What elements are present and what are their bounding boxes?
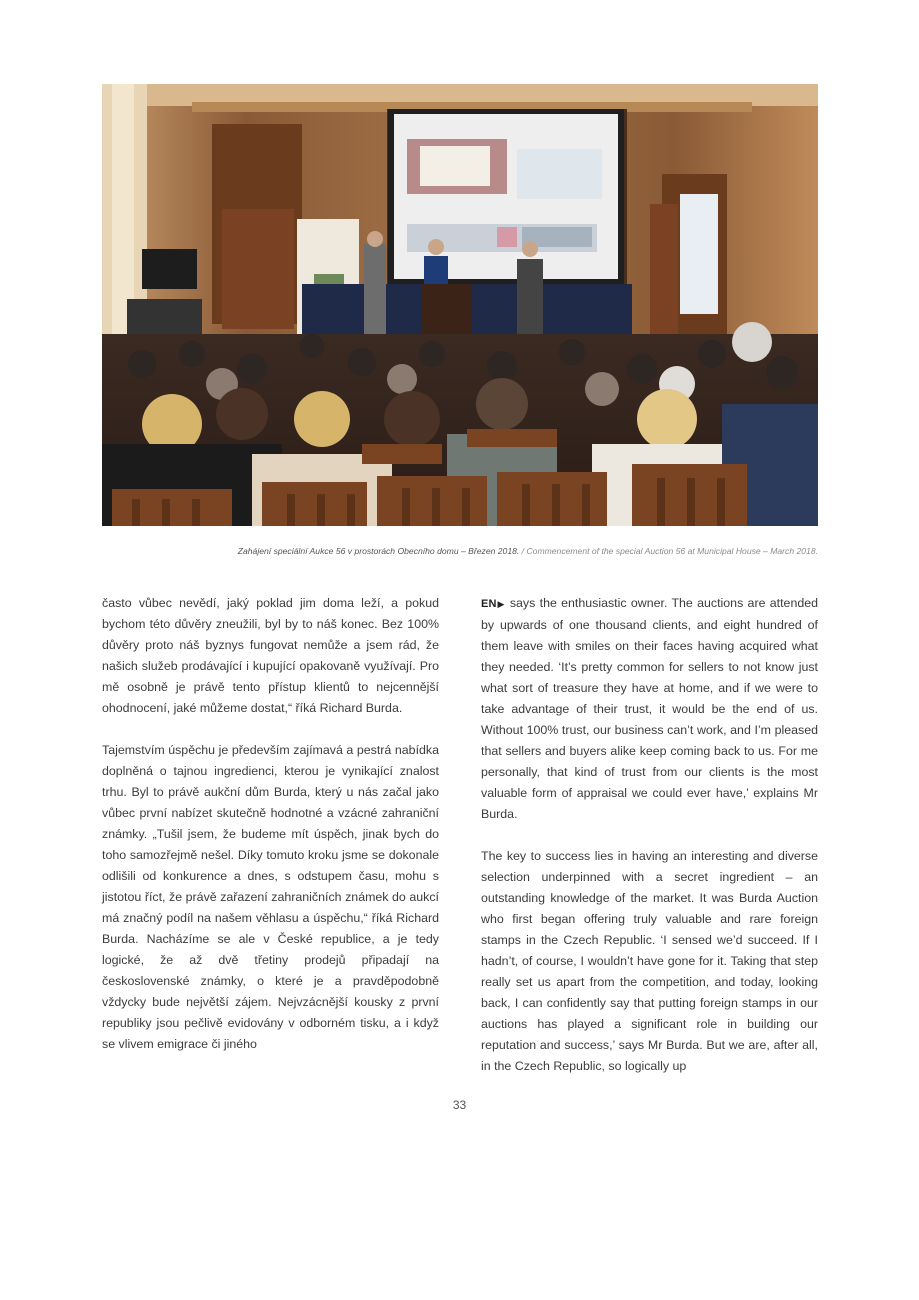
event-photo	[102, 84, 818, 526]
caption-cz: Zahájení speciální Aukce 56 v prostorách Obecního domu – Březen 2018.	[237, 546, 520, 556]
caption-en: Commencement of the special Auction 56 at Municipal House – March 2018.	[526, 546, 818, 556]
left-paragraph-2: Tajemstvím úspěchu je především zajímavá a pestrá nabídka doplněná o tajnou ingredienci, kterou je vynikající znalost trhu. Byl to právě aukční dům Burda, který u nás začal jako vůbec první nabízet skutečně hodnotné a vzácné zahraniční známky. „Tušil jsem, že budeme mít úspěch, jinak bych do toho samozřejmě nešel. Díky tomuto kroku jsme se dokonale odlišili od konkurence a dnes, s odstupem času, mohu s jistotou říct, že právě zařazení zahraničních známek do aukcí má značný podíl na našem věhlasu a úspěchu,“ říká Richard Burda. Nacházíme se ale v České republice, a je tedy logické, že až dvě třetiny prodejů připadají na československé známky, o které je a pravděpodobně vždycky bude největší zájem. Nejvzácnější kousky z první republiky jsou pečlivě evidovány v odborném tisku, a i když se vlivem emigrace či jiného	[102, 743, 439, 1051]
right-paragraph-2: The key to success lies in having an interesting and diverse selection underpinned with a secret ingredient – an outstanding knowledge of the market. It was Burda Auction who first began offering truly valuable and rare foreign stamps in the Czech Republic. ‘I sensed we’d succeed. If I hadn’t, of course, I wouldn’t have gone for it. Taking that step really set us apart from the competition, and today, looking back, I can confidently say that putting foreign stamps in our auctions has played a significant role in building our reputation and success,’ says Mr Burda. But we are, after all, in the Czech Republic, so logically up	[481, 849, 818, 1073]
play-arrow-icon: ▶	[496, 599, 506, 609]
right-paragraph-1-text: says the enthusiastic owner. The auctions are attended by upwards of one thousand clients, and eight hundred of them leave with smiles on their faces having acquired what they needed. ‘It’s pretty common for sellers to not know just what sort of treasure they have at home, and if we were to take advantage of their trust, it would be the end of us. Without 100% trust, our business can’t work, and I’m pleased that sellers and buyers alike keep coming back to us. For me personally, that kind of trust from our clients is the most valuable form of appraisal we could ever have,’ explains Mr Burda.	[481, 596, 819, 821]
language-tag	[481, 598, 506, 610]
language-tag-label: EN	[481, 598, 497, 610]
right-column-english	[481, 593, 818, 1098]
page-number: 33	[452, 1098, 467, 1112]
right-paragraph-1	[481, 593, 818, 825]
left-paragraph-1: často vůbec nevědí, jaký poklad jim doma leží, a pokud bychom této důvěry zneužili, byl by to náš konec. Bez 100% důvěry proto náš byznys fungovat nemůže a jsem rád, že našich služeb prodávající i kupující opakovaně využívají. Pro mě osobně je právě tento přístup klientů to nejcennější ohodnocení, jaké můžeme dostat,“ říká Richard Burda.	[102, 596, 439, 715]
auction-hall-photo-icon	[102, 84, 818, 526]
photo-caption	[102, 545, 818, 557]
left-column-czech	[102, 593, 439, 1076]
caption-separator: /	[519, 546, 527, 556]
